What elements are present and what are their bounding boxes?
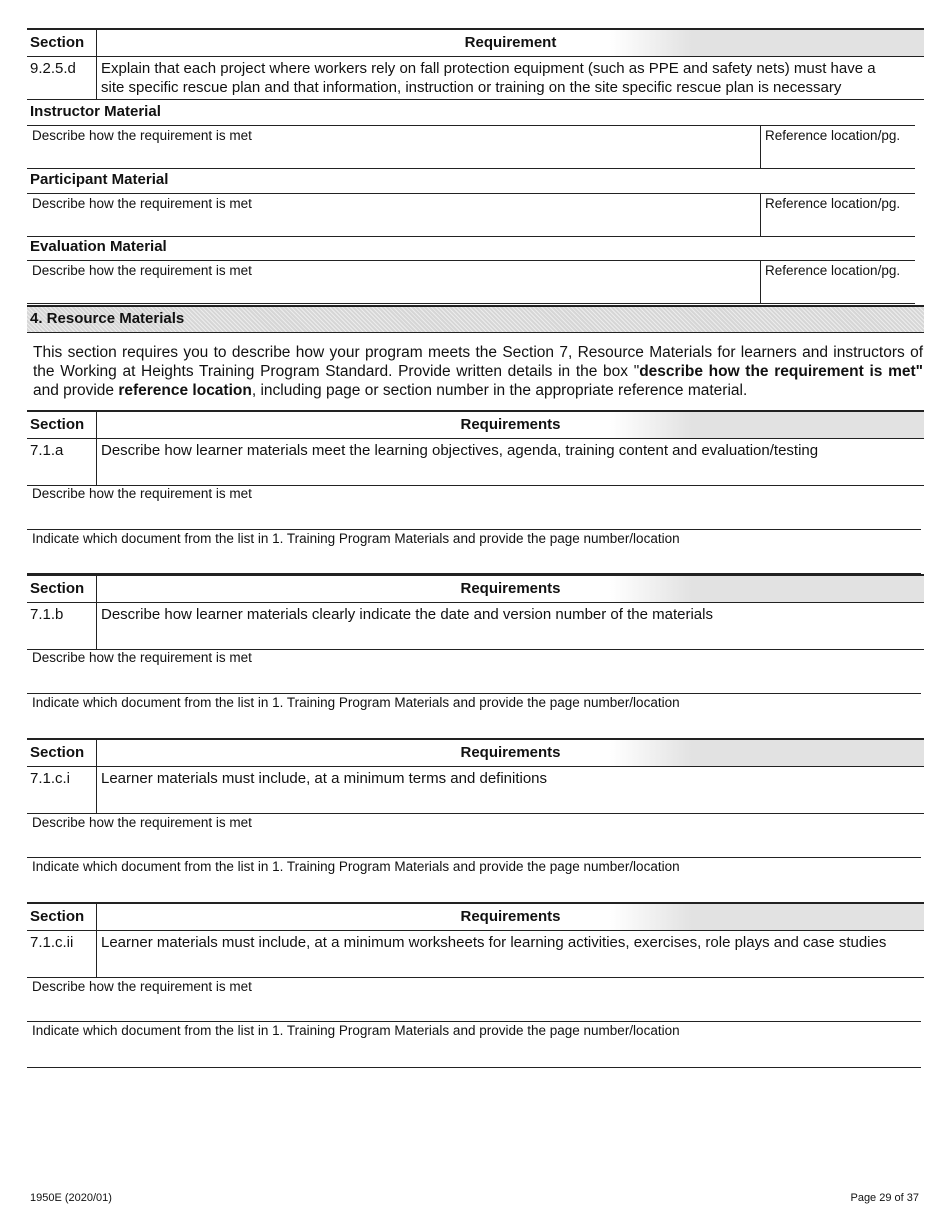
describe-field[interactable]: Describe how the requirement is met: [32, 486, 252, 501]
divider: [27, 1021, 921, 1022]
section-column-header: Section: [27, 30, 97, 56]
evaluation-material-title: Evaluation Material: [30, 238, 167, 255]
describe-field[interactable]: Describe how the requirement is met: [32, 128, 252, 143]
requirement-column-header: Requirements: [97, 904, 924, 930]
requirement-text: [97, 57, 924, 99]
divider: [27, 857, 921, 858]
requirement-text: Describe how learner materials meet the learning objectives, agenda, training content and evaluation/testing: [101, 442, 819, 459]
section-4-header: 4. Resource Materials: [27, 305, 924, 333]
participant-material-box: [27, 193, 915, 237]
indicate-document-field[interactable]: Indicate which document from the list in 1. Training Program Materials and provide the page number/location: [32, 859, 680, 874]
requirement-text: Describe how learner materials clearly indicate the date and version number of the materials: [101, 606, 713, 623]
table-header-row: [27, 412, 924, 439]
table-row: [27, 57, 924, 100]
intro-bold-2: reference location: [118, 382, 252, 399]
instructor-material-title: Instructor Material: [30, 103, 161, 120]
requirement-table-7-1-c-i: [27, 738, 924, 814]
section-number: 7.1.c.ii: [27, 931, 97, 977]
requirement-text: Learner materials must include, at a minimum worksheets for learning activities, exercises, role plays and case studies: [101, 934, 887, 951]
requirement-table-9-2-5-d: [27, 28, 924, 100]
describe-field[interactable]: Describe how the requirement is met: [32, 650, 252, 665]
divider: [27, 1067, 921, 1068]
reference-location-field[interactable]: Reference location/pg.: [760, 261, 915, 303]
section-column-header: Section: [27, 576, 97, 602]
intro-bold-1: describe how the requirement is met": [639, 363, 923, 380]
requirement-column-header: Requirements: [97, 576, 924, 602]
divider: [27, 693, 921, 694]
reference-location-field[interactable]: Reference location/pg.: [760, 194, 915, 236]
requirement-column-header: Requirement: [97, 30, 924, 56]
section-number: 7.1.c.i: [27, 767, 97, 813]
participant-material-title: Participant Material: [30, 171, 169, 188]
section-column-header: Section: [27, 904, 97, 930]
describe-field[interactable]: Describe how the requirement is met: [32, 979, 252, 994]
form-id: 1950E (2020/01): [30, 1192, 112, 1204]
section-column-header: Section: [27, 740, 97, 766]
describe-field[interactable]: Describe how the requirement is met: [32, 196, 252, 211]
requirement-table-7-1-b: [27, 574, 924, 650]
table-header-row: [27, 904, 924, 931]
table-header-row: [27, 576, 924, 603]
requirement-table-7-1-c-ii: [27, 902, 924, 978]
divider: [27, 529, 921, 530]
table-row: [27, 931, 924, 978]
table-row: [27, 439, 924, 486]
section-4-intro: [33, 343, 923, 400]
indicate-document-field[interactable]: Indicate which document from the list in 1. Training Program Materials and provide the page number/location: [32, 531, 680, 546]
section-number: 9.2.5.d: [27, 57, 97, 99]
section-number: 7.1.a: [27, 439, 97, 485]
indicate-document-field[interactable]: Indicate which document from the list in 1. Training Program Materials and provide the page number/location: [32, 695, 680, 710]
table-row: [27, 767, 924, 814]
indicate-document-field[interactable]: Indicate which document from the list in 1. Training Program Materials and provide the page number/location: [32, 1023, 680, 1038]
instructor-material-box: [27, 125, 915, 169]
requirement-line-1: Explain that each project where workers rely on fall protection equipment (such as PPE and safety nets) must have a: [101, 60, 876, 77]
evaluation-material-box: [27, 260, 915, 304]
page-number: Page 29 of 37: [850, 1192, 919, 1204]
table-header-row: [27, 740, 924, 767]
requirement-column-header: Requirements: [97, 740, 924, 766]
describe-field[interactable]: Describe how the requirement is met: [32, 815, 252, 830]
intro-text-2: and provide: [33, 382, 119, 399]
intro-text-1: This section requires you to describe how your program meets the Section 7, Resource Materials for learners and instructors of the Working at Heights Training Program Standard. Provide written details in the box ": [33, 344, 923, 380]
section-number: 7.1.b: [27, 603, 97, 649]
requirement-text: Learner materials must include, at a minimum terms and definitions: [101, 770, 548, 787]
requirement-table-7-1-a: [27, 410, 924, 486]
requirement-column-header: Requirements: [97, 412, 924, 438]
requirement-line-2: site specific rescue plan and that information, instruction or training on the site specific rescue plan is necessary: [101, 79, 842, 96]
table-header-row: [27, 30, 924, 57]
table-row: [27, 603, 924, 650]
intro-text-3: , including page or section number in the appropriate reference material.: [251, 382, 748, 399]
section-column-header: Section: [27, 412, 97, 438]
reference-location-field[interactable]: Reference location/pg.: [760, 126, 915, 168]
describe-field[interactable]: Describe how the requirement is met: [32, 263, 252, 278]
